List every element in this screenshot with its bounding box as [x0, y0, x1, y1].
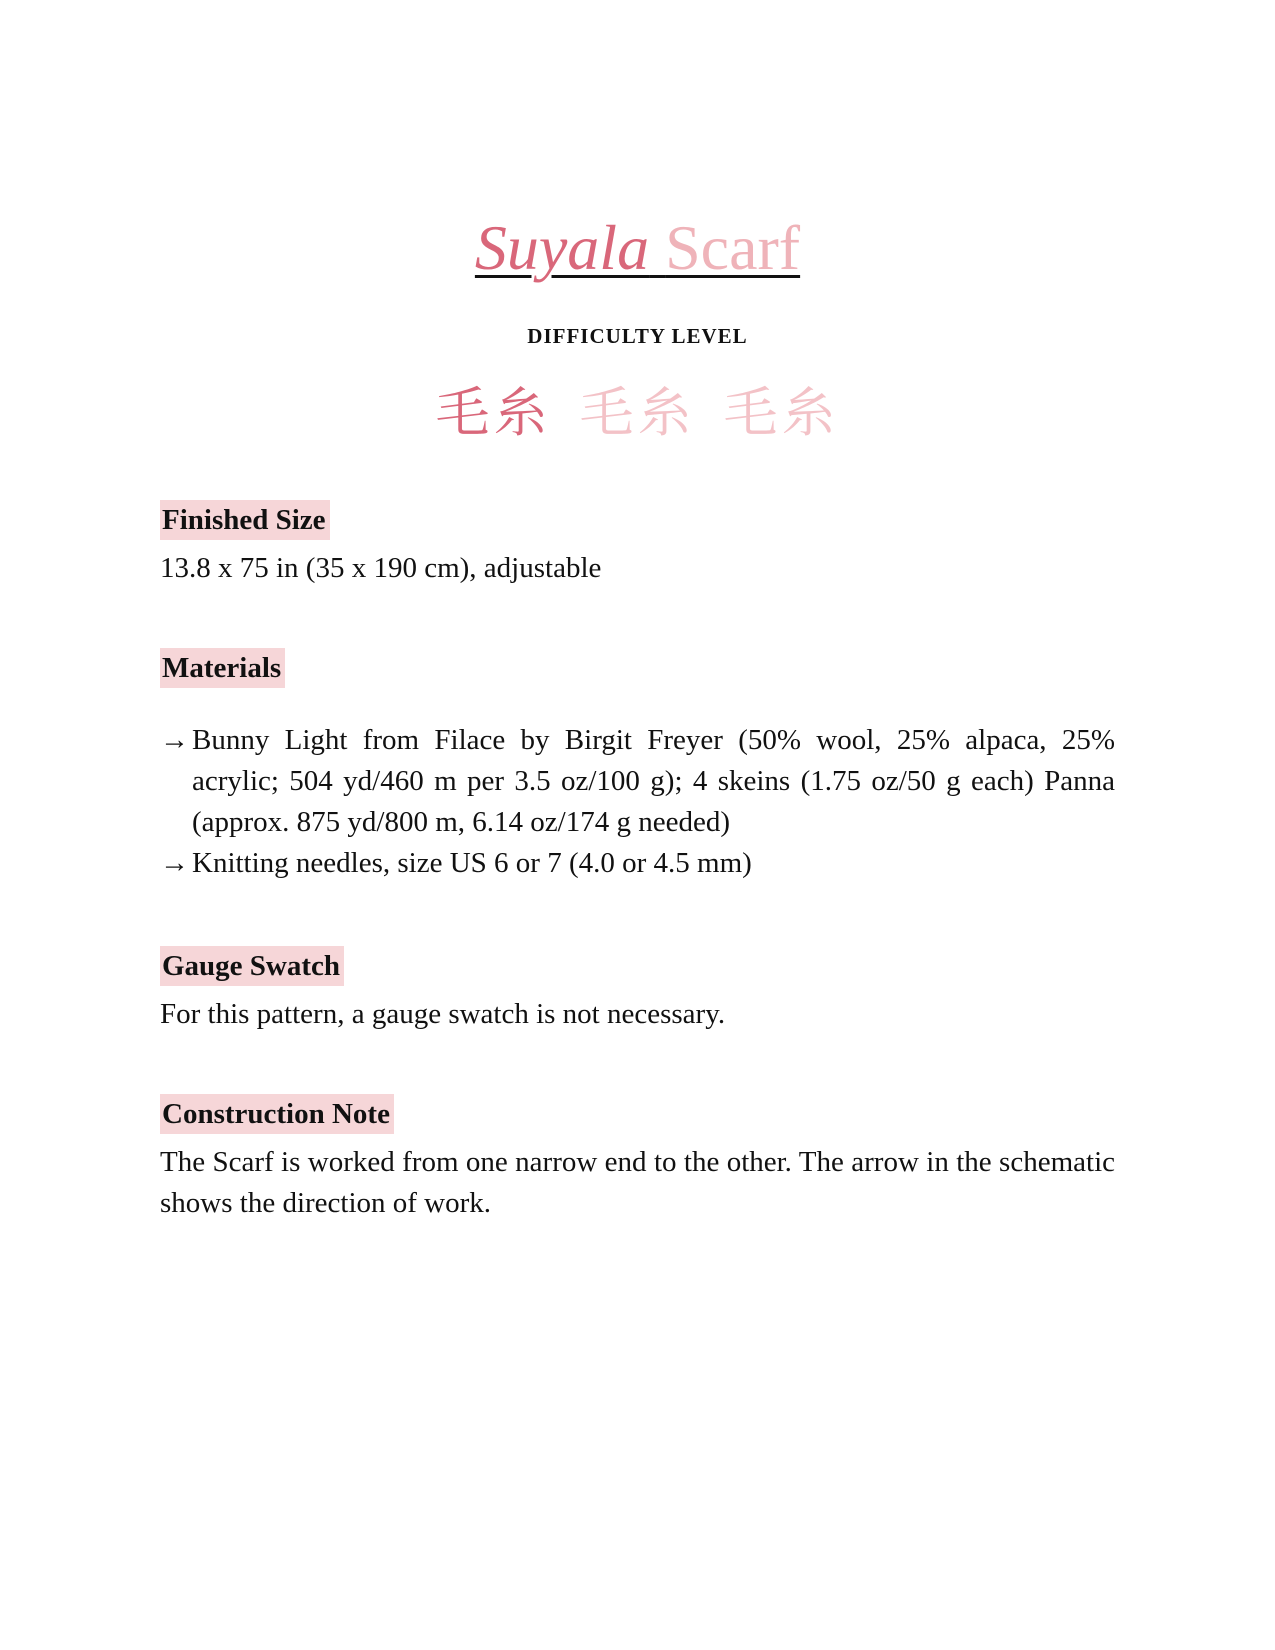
difficulty-rating	[0, 378, 1275, 448]
construction-heading: Construction Note	[160, 1094, 394, 1134]
difficulty-label: DIFFICULTY LEVEL	[527, 324, 748, 348]
material-text: Knitting needles, size US 6 or 7 (4.0 or 4.5 mm)	[192, 847, 752, 879]
arrow-right-icon: →	[160, 847, 189, 879]
gauge-heading: Gauge Swatch	[160, 946, 344, 986]
gauge-text: For this pattern, a gauge swatch is not necessary.	[160, 998, 726, 1030]
finished-size-text: 13.8 x 75 in (35 x 190 cm), adjustable	[160, 552, 602, 584]
arrow-right-icon: →	[160, 724, 189, 756]
materials-list	[160, 720, 1115, 884]
material-text: Bunny Light from Filace by Birgit Freyer (50% wool, 25% alpaca, 25% acrylic; 504 yd/460 m per 3.5 oz/100 g); 4 skeins (1.75 oz/50 g each) Panna (approx. 875 yd/800 m, 6.14 oz/174 g needed)	[192, 724, 1115, 838]
yarn-icon: 毛糸	[435, 381, 552, 444]
yarn-icon: 毛糸	[723, 381, 840, 444]
page-title	[0, 208, 1275, 288]
title-part-1: Suyala	[474, 212, 650, 283]
list-item	[160, 720, 1115, 843]
yarn-icon: 毛糸	[579, 381, 696, 444]
list-item	[160, 843, 1115, 884]
finished-size-heading: Finished Size	[160, 500, 330, 540]
materials-heading: Materials	[160, 648, 285, 688]
title-part-2: Scarf	[665, 212, 801, 283]
construction-text: The Scarf is worked from one narrow end to the other. The arrow in the schematic shows the direction of work.	[160, 1146, 1115, 1219]
